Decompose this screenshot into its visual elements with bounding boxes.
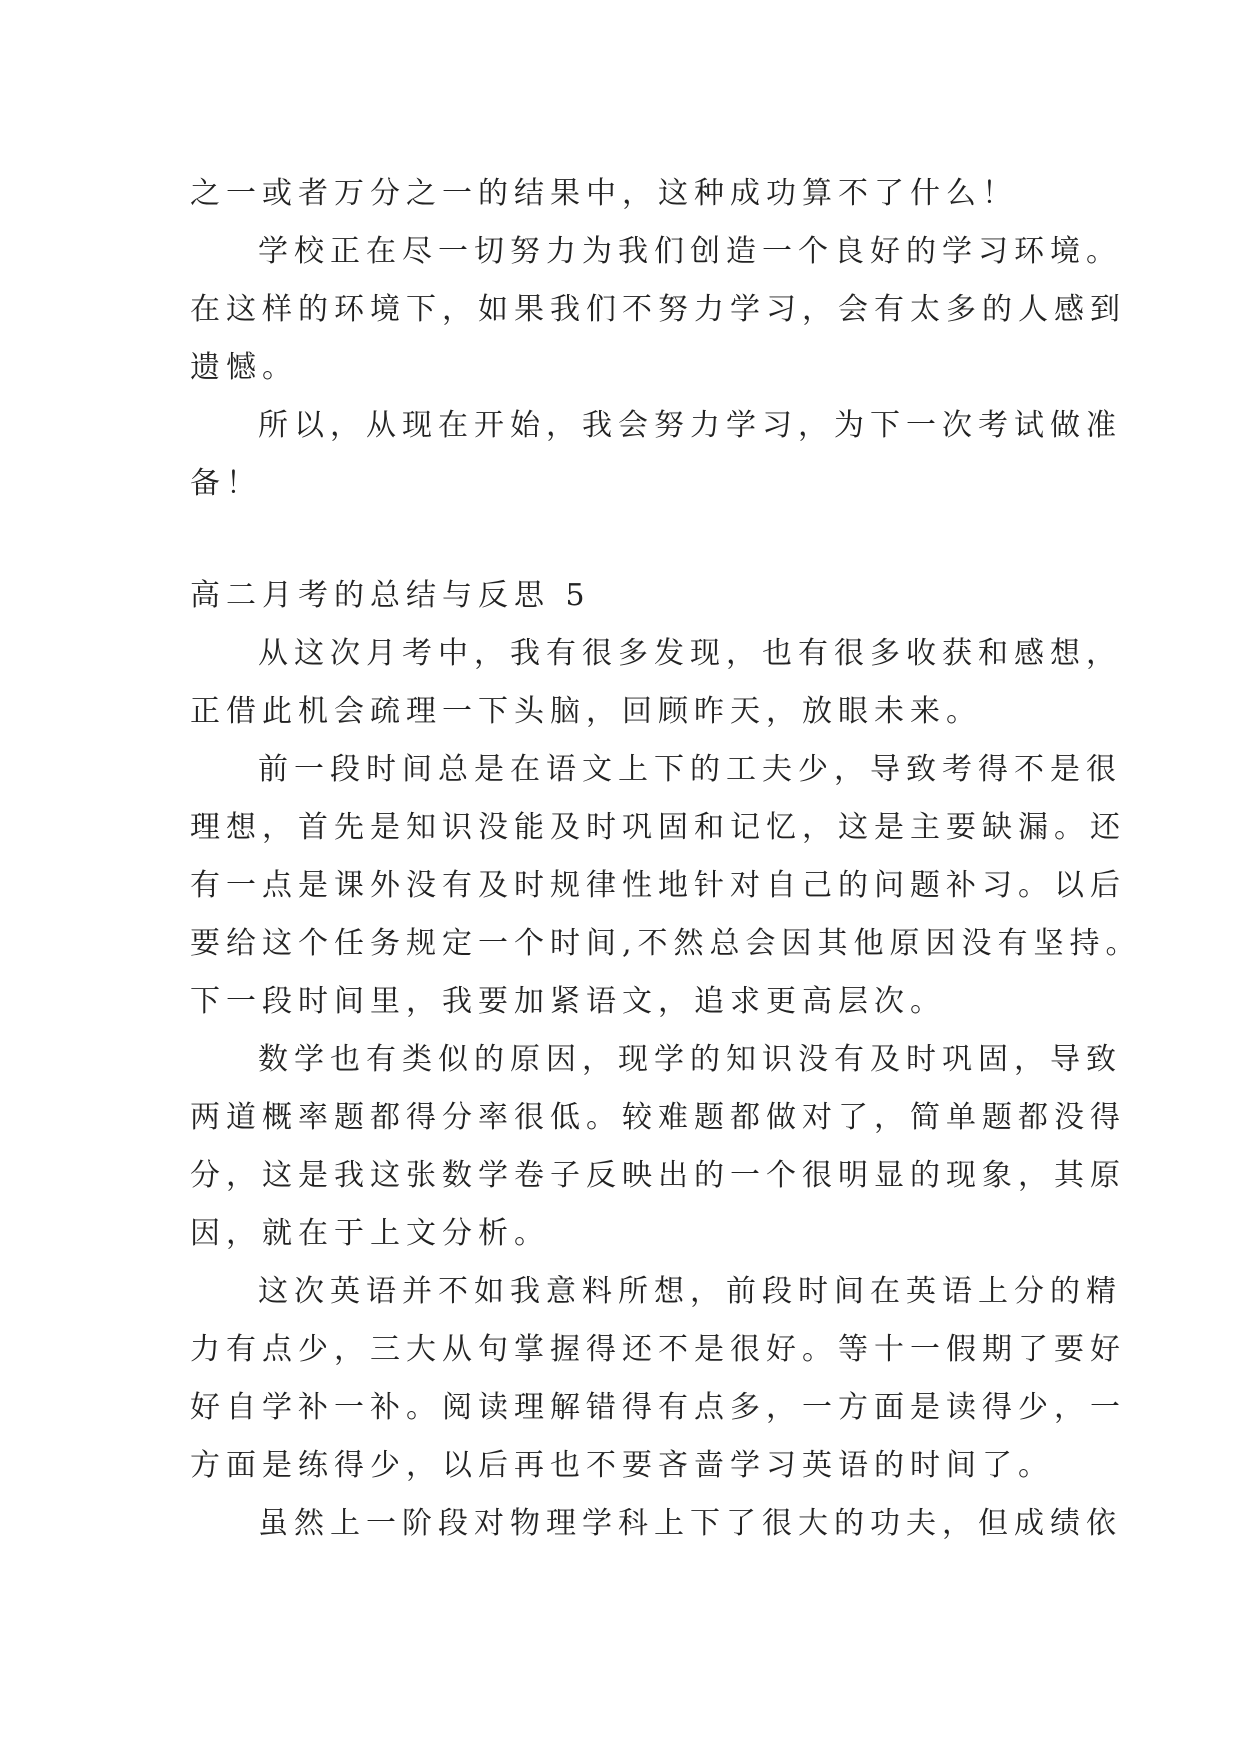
paragraph [190,223,1126,397]
text-line: 学校正在尽一切努力为我们创造一个良好的学习环境。 [258,234,1122,269]
text-line: 备！ [190,466,262,501]
text-line: 因，就在于上文分析。 [190,1216,550,1251]
text-line: 在这样的环境下，如果我们不努力学习，会有太多的人感到 [190,292,1126,327]
document-body [190,165,1142,1553]
text-line: 所以，从现在开始，我会努力学习，为下一次考试做准 [258,408,1122,443]
text-line: 之一或者万分之一的结果中，这种成功算不了什么！ [190,176,1018,211]
text-line: 下一段时间里，我要加紧语文，追求更高层次。 [190,984,946,1019]
paragraph [190,1495,1122,1553]
paragraph [190,741,1142,1031]
paragraph [190,397,1122,513]
paragraph [190,1263,1126,1495]
text-line: 好自学补一补。阅读理解错得有点多，一方面是读得少，一 [190,1390,1126,1425]
text-line: 高二月考的总结与反思 5 [190,578,591,613]
text-line: 力有点少，三大从句掌握得还不是很好。等十一假期了要好 [190,1332,1126,1367]
text-line: 遗憾。 [190,350,298,385]
text-line: 方面是练得少，以后再也不要吝啬学习英语的时间了。 [190,1448,1054,1483]
text-line: 虽然上一阶段对物理学科上下了很大的功夫，但成绩依 [258,1506,1122,1541]
text-line: 数学也有类似的原因，现学的知识没有及时巩固，导致 [258,1042,1122,1077]
paragraph [190,165,1080,223]
text-line: 要给这个任务规定一个时间,不然总会因其他原因没有坚持。 [190,926,1142,961]
text-line: 理想，首先是知识没能及时巩固和记忆，这是主要缺漏。还 [190,810,1126,845]
text-line: 前一段时间总是在语文上下的工夫少，导致考得不是很 [258,752,1122,787]
paragraph [190,1031,1126,1263]
paragraph [190,625,1122,741]
text-line: 两道概率题都得分率很低。较难题都做对了，简单题都没得 [190,1100,1126,1135]
text-line: 这次英语并不如我意料所想，前段时间在英语上分的精 [258,1274,1122,1309]
text-line: 正借此机会疏理一下头脑，回顾昨天，放眼未来。 [190,694,982,729]
text-line: 从这次月考中，我有很多发现，也有很多收获和感想， [258,636,1122,671]
text-line: 分，这是我这张数学卷子反映出的一个很明显的现象，其原 [190,1158,1126,1193]
section-heading [190,567,1080,625]
text-line: 有一点是课外没有及时规律性地针对自己的问题补习。以后 [190,868,1126,903]
